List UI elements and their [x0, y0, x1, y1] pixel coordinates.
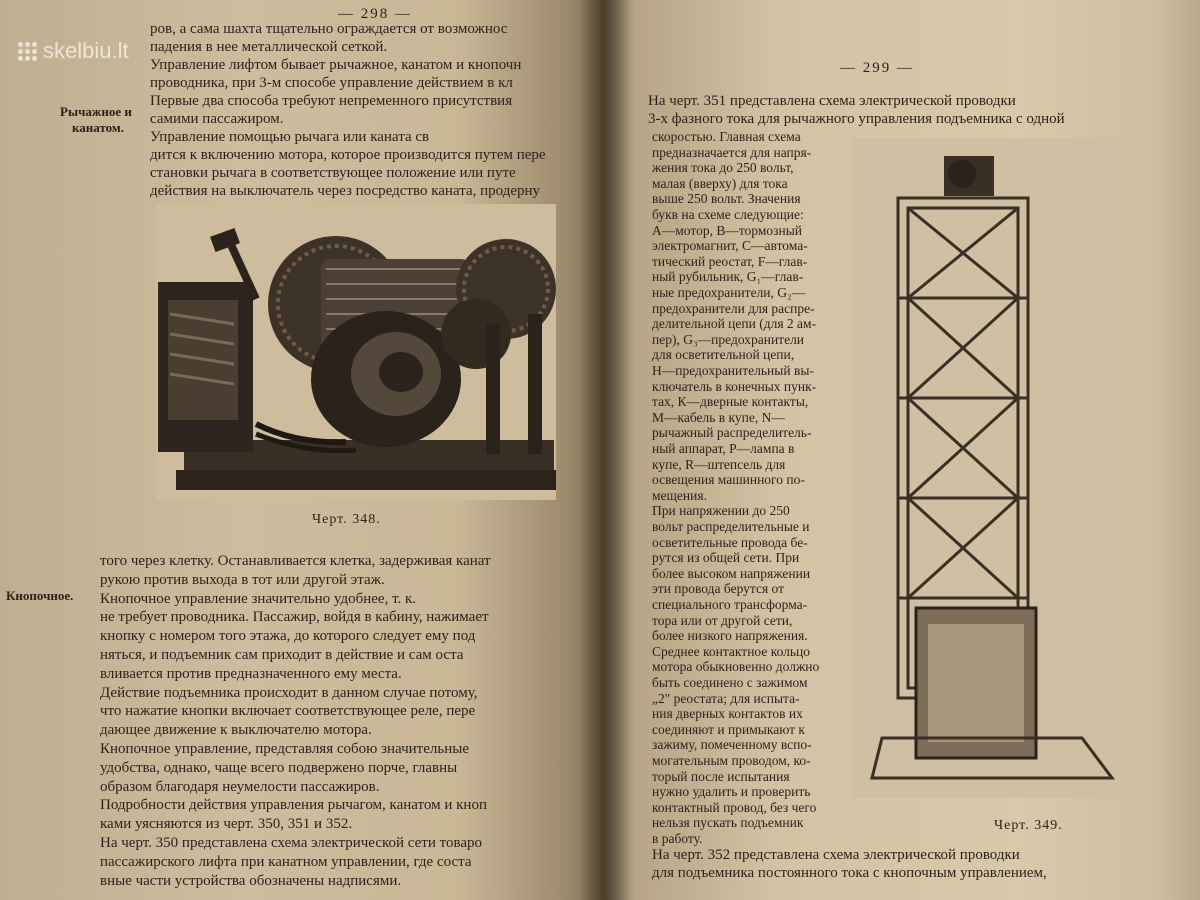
left-page-number: — 298 —: [338, 6, 412, 22]
text-line: не требует проводника. Пассажир, войдя в кабину, нажимает: [100, 609, 489, 626]
text-line: Кнопочное управление, представляя собою значительные: [100, 741, 469, 757]
text-line: эти провода берутся от: [652, 581, 785, 597]
text-line: что нажатие кнопки включает соответствующее реле, пере: [100, 703, 476, 720]
text-line: А—мотор, В—тормозный: [652, 222, 803, 238]
text-line: На черт. 352 представлена схема электрической проводки: [652, 847, 1020, 863]
text-line: Н—предохранительный вы-: [652, 363, 814, 378]
text-line: проводника, при 3-м способе управление действием в кл: [150, 75, 513, 91]
text-line: Среднее контактное кольцо: [652, 643, 811, 659]
text-line: могательным проводом, ко-: [652, 753, 811, 768]
elevator-shaft-figure: [852, 138, 1134, 798]
text-line: нужно удалить и проверить: [652, 784, 811, 800]
book-gutter-shadow: [580, 0, 630, 900]
text-line: более низкого напряжения.: [652, 628, 808, 644]
text-line: Управление лифтом бывает рычажное, канатом и кнопочн: [150, 57, 522, 73]
margin-note: Кнопочное.: [6, 588, 74, 603]
text-line: ный рубильник, G₁—глав-: [652, 269, 804, 285]
page-edge: [1160, 0, 1200, 900]
text-line: в работу.: [652, 831, 703, 846]
text-line: букв на схеме следующие:: [652, 207, 804, 222]
text-line: того через клетку. Останавливается клетка, задерживая канат: [100, 553, 491, 569]
text-line: ные предохранители, G₂—: [652, 285, 806, 300]
text-line: вливается против предназначенного ему места.: [100, 665, 402, 682]
text-line: делительной цепи (для 2 ам-: [652, 316, 817, 332]
watermark-text: skelbiu.lt: [43, 38, 129, 63]
text-line: предохранители для распре-: [652, 300, 815, 316]
text-line: специального трансформа-: [652, 597, 808, 612]
text-line: для подъемника постоянного тока с кнопочным управлением,: [652, 865, 1047, 881]
text-line: освещения машинного по-: [652, 472, 805, 488]
watermark-logo-icon: [18, 42, 37, 61]
text-line: ный аппарат, Р—лампа в: [652, 441, 795, 456]
text-line: рукою против выхода в тот или другой этаж.: [100, 571, 385, 588]
text-line: Действие подъемника происходит в данном случае потому,: [100, 684, 478, 701]
text-line: Первые два способа требуют непременного присутствия: [150, 93, 513, 109]
text-line: купе, R—штепсель для: [652, 456, 786, 472]
text-line: Управление помощью рычага или каната св: [150, 129, 430, 145]
text-line: ров, а сама шахта тщательно ограждается от возможнос: [150, 21, 508, 37]
text-line: жения тока до 250 вольт,: [652, 160, 794, 176]
text-line: действия на выключатель через посредство каната, продерну: [150, 183, 541, 199]
text-line: дающее движение к выключателю мотора.: [100, 722, 372, 739]
text-line: На черт. 350 представлена схема электрической сети товаро: [100, 835, 483, 851]
text-line: „2" реостата; для испыта-: [652, 690, 800, 706]
text-line: осветительные провода бе-: [652, 534, 808, 550]
text-line: дится к включению мотора, которое производится путем пере: [150, 147, 546, 163]
margin-note: Рычажное и: [60, 104, 132, 119]
text-line: Кнопочное управление значительно удобнее, т. к.: [100, 590, 417, 607]
text-line: становки рычага в соответствующее положение или путе: [150, 165, 516, 181]
text-line: мотора обыкновенно должно: [652, 659, 820, 675]
right-page: [600, 0, 1200, 900]
text-line: мещения.: [652, 487, 707, 503]
figure-349-caption: Черт. 349.: [994, 818, 1063, 833]
text-line: Подробности действия управления рычагом, канатом и кноп: [100, 797, 487, 814]
text-line: удобства, однако, чаще всего подвержено порче, главны: [100, 759, 458, 776]
text-line: зажиму, помеченному вспо-: [652, 737, 812, 753]
text-line: более высоком напряжении: [652, 565, 811, 581]
text-line: быть соединено с зажимом: [652, 675, 808, 690]
text-line: нельзя пускать подъемник: [652, 815, 804, 831]
text-line: контактный провод, без чего: [652, 799, 817, 815]
text-line: самими пассажиром.: [150, 111, 284, 127]
text-line: тический реостат, F—глав-: [652, 253, 808, 269]
text-line: скоростью. Главная схема: [652, 129, 801, 144]
text-line: На черт. 351 представлена схема электрической проводки: [648, 93, 1016, 109]
text-line: ключатель в конечных пунк-: [652, 378, 817, 394]
text-line: тора или от другой сети,: [652, 612, 793, 628]
text-line: тах, К—дверные контакты,: [652, 394, 809, 410]
text-line: рычажный распределитель-: [652, 425, 812, 441]
text-line: для осветительной цепи,: [652, 347, 795, 363]
text-line: ками уясняются из черт. 350, 351 и 352.: [100, 816, 353, 833]
text-line: При напряжении до 250: [652, 503, 790, 519]
text-line: соединяют и примыкают к: [652, 721, 805, 737]
text-line: пер), G₃—предохранители: [652, 331, 805, 347]
text-line: вные части устройства обозначены надписями.: [100, 872, 402, 889]
text-line: падения в нее металлической сеткой.: [150, 39, 388, 55]
text-line: кнопку с номером того этажа, до которого следует ему под: [100, 628, 476, 645]
text-line: малая (вверху) для тока: [652, 175, 788, 191]
text-line: 3-х фазного тока для рычажного управления подъемника с одной: [648, 111, 1065, 127]
text-line: ния дверных контактов их: [652, 706, 803, 722]
text-line: рутся из общей сети. При: [652, 550, 800, 566]
figure-348-caption: Черт. 348.: [312, 512, 381, 527]
text-line: вольт распределительные и: [652, 519, 810, 534]
margin-note: канатом.: [72, 120, 125, 135]
text-line: образом благодаря неумелости пассажиров.: [100, 778, 380, 795]
text-line: выше 250 вольт. Значения: [652, 191, 801, 207]
text-line: пассажирского лифта при канатном управлении, где соста: [100, 853, 472, 870]
text-line: электромагнит, С—автома-: [652, 238, 808, 254]
text-line: предназначается для напря-: [652, 144, 812, 160]
text-line: М—кабель в купе, N—: [652, 409, 785, 425]
winch-machine-figure: [156, 204, 556, 500]
text-line: торый после испытания: [652, 768, 790, 784]
text-line: няться, и подъемник сам приходит в действие и сам оста: [100, 647, 464, 663]
right-page-number: — 299 —: [840, 60, 914, 76]
watermark: [18, 38, 129, 64]
